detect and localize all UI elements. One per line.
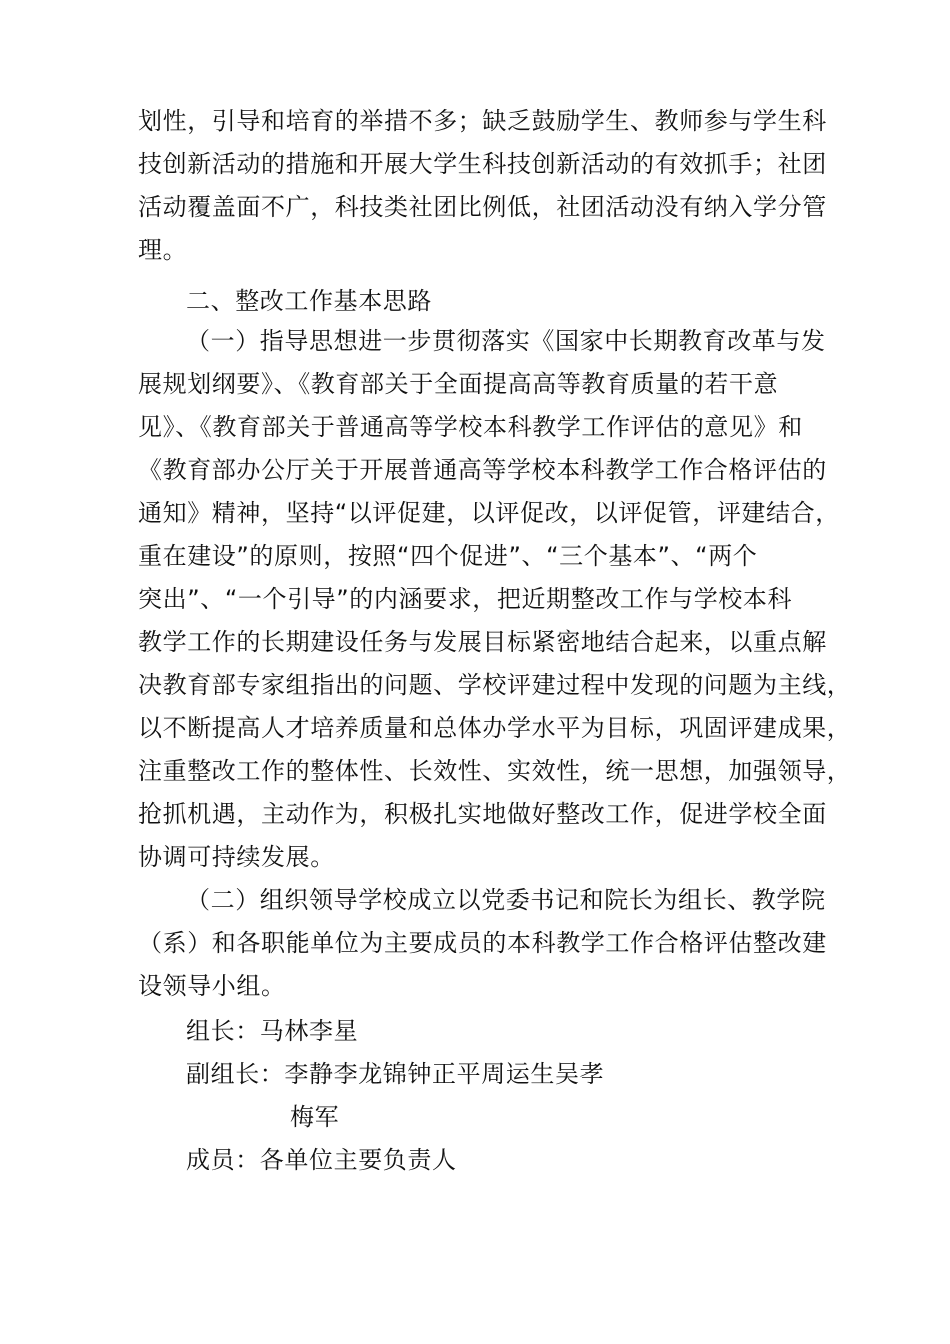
deputy-leader-line-continued: 梅军 bbox=[290, 1103, 340, 1131]
paragraph-line: 重在建设”的原则，按照“四个促进”、“三个基本”、“两个 bbox=[138, 542, 758, 570]
paragraph-line: 注重整改工作的整体性、长效性、实效性，统一思想，加强领导， bbox=[138, 757, 852, 785]
paragraph-line: 理。 bbox=[138, 236, 188, 264]
deputy-leader-line: 副组长：李静李龙锦钟正平周运生吴孝 bbox=[186, 1060, 605, 1088]
paragraph-line: 见》、《教育部关于普通高等学校本科教学工作评估的意见》和 bbox=[138, 413, 803, 441]
paragraph-line: 突出”、“一个引导”的内涵要求，把近期整改工作与学校本科 bbox=[138, 585, 793, 613]
members-line: 成员：各单位主要负责人 bbox=[186, 1146, 457, 1174]
paragraph-line: 划性，引导和培育的举措不多；缺乏鼓励学生、教师参与学生科 bbox=[138, 107, 827, 135]
paragraph-line: 教学工作的长期建设任务与发展目标紧密地结合起来，以重点解 bbox=[138, 628, 827, 656]
paragraph-line: 设领导小组。 bbox=[138, 972, 286, 1000]
paragraph-line: 活动覆盖面不广，科技类社团比例低，社团活动没有纳入学分管 bbox=[138, 193, 827, 221]
paragraph-line: （二）组织领导学校成立以党委书记和院长为组长、教学院 bbox=[186, 886, 826, 914]
paragraph-line: （系）和各职能单位为主要成员的本科教学工作合格评估整改建 bbox=[138, 929, 827, 957]
paragraph-line: 决教育部专家组指出的问题、学校评建过程中发现的问题为主线， bbox=[138, 671, 852, 699]
group-leader-line: 组长：马林李星 bbox=[186, 1017, 359, 1045]
paragraph-line: 抢抓机遇，主动作为，积极扎实地做好整改工作，促进学校全面 bbox=[138, 800, 827, 828]
paragraph-line: 展规划纲要》、《教育部关于全面提高高等教育质量的若干意 bbox=[138, 370, 779, 398]
section-heading: 二、整改工作基本思路 bbox=[186, 287, 432, 315]
paragraph-line: 通知》精神，坚持“以评促建，以评促改，以评促管，评建结合， bbox=[138, 499, 840, 527]
paragraph-line: 《教育部办公厅关于开展普通高等学校本科教学工作合格评估的 bbox=[138, 456, 827, 484]
paragraph-line: 以不断提高人才培养质量和总体办学水平为目标，巩固评建成果， bbox=[138, 714, 852, 742]
paragraph-line: （一）指导思想进一步贯彻落实《国家中长期教育改革与发 bbox=[186, 327, 826, 355]
paragraph-line: 技创新活动的措施和开展大学生科技创新活动的有效抓手；社团 bbox=[138, 150, 827, 178]
paragraph-line: 协调可持续发展。 bbox=[138, 843, 335, 871]
